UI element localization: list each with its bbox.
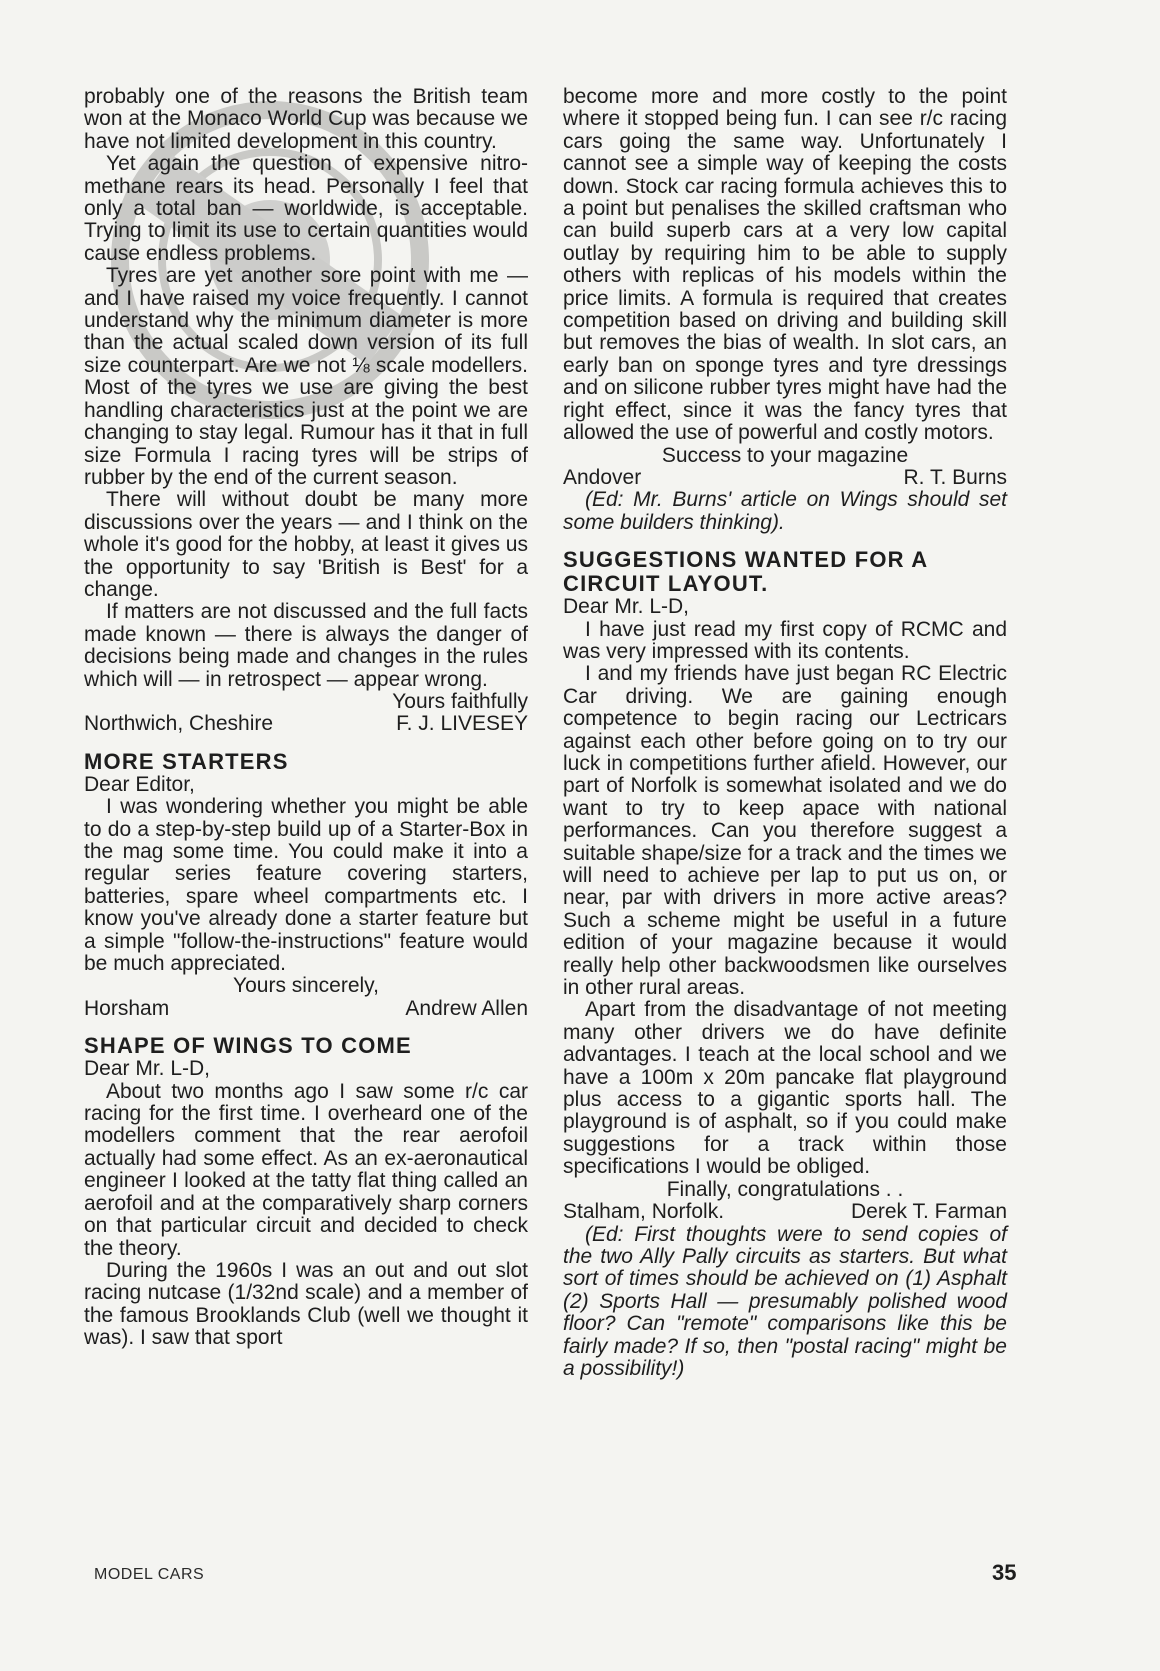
salutation: Dear Editor, — [84, 772, 195, 796]
signature-place: Horsham — [84, 996, 170, 1020]
paragraph: probably one of the reasons the British team won at the Monaco World Cup was because we have not limited development in this country. — [84, 85, 528, 153]
closing: Success to your magazine — [661, 443, 909, 467]
salutation: Dear Mr. L-D, — [563, 595, 690, 619]
section-heading-circuit: SUGGESTIONS WANTED FOR A CIRCUIT LAYOUT. — [563, 547, 928, 597]
signature-row — [84, 998, 528, 1020]
paragraph: If matters are not discussed and the full facts made known — there is always the danger of decisions being made and changes in the rules which will — in retrospect — appear wrong. — [84, 600, 528, 691]
signature-name: Derek T. Farman — [851, 1200, 1007, 1224]
signature-name: Andrew Allen — [405, 996, 528, 1020]
paragraph: I have just read my first copy of RCMC and was very impressed with its contents. — [563, 617, 1007, 663]
page-number: 35 — [992, 1560, 1017, 1585]
right-column — [563, 86, 1007, 1380]
signature-place: Northwich, Cheshire — [84, 712, 274, 736]
salutation: Dear Mr. L-D, — [84, 1057, 211, 1081]
paragraph: Apart from the disadvantage of not meeting many other drivers we do have definite advantages. I teach at the local school and we have a 100m x 20m pancake flat playground plus access to a gigantic sports hall. The playground is of asphalt, so if you could make suggestions for a track within those specifications I would be obliged. — [563, 998, 1007, 1179]
signature-name: R. T. Burns — [903, 465, 1007, 489]
paragraph: I and my friends have just began RC Electric Car driving. We are gaining enough competence to begin racing our Lectricars against each other before going on to try our luck in competitions further afield. However, our part of Norfolk is somewhat isolated and we do want to try to keep apace with national performances. Can you therefore suggest a suitable shape/size for a track and the times we will need to achieve per lap to put us on, or near, par with drivers in more active areas? Such a scheme might be useful in a future edition of your magazine because it would really help other backwoodsmen like ourselves in other rural areas. — [563, 662, 1007, 1000]
paragraph: During the 1960s I was an out and out slot racing nutcase (1/32nd scale) and a member of the famous Brooklands Club (well we thought it was). I saw that sport — [84, 1258, 528, 1350]
paragraph: There will without doubt be many more discussions over the years — and I think on the whole it's good for the hobby, at least it gives us the opportunity to say 'British is Best' for a change. — [84, 488, 528, 601]
footer-magazine-name: MODEL CARS — [94, 1566, 205, 1583]
signature-name: F. J. LIVESEY — [396, 712, 528, 736]
editor-note: (Ed: First thoughts were to send copies of the two Ally Pally circuits as starters. But what sort of times should be achieved on (1) Asphalt (2) Sports Hall — presumably polished wood floor? Can "remote" comparisons like this be fairly made? If so, then "postal racing" might be a possibility!) — [563, 1222, 1007, 1380]
signature-place: Stalham, Norfolk. — [563, 1200, 725, 1224]
left-column — [84, 86, 528, 1350]
signature-place: Andover — [563, 465, 642, 489]
paragraph: Yet again the question of expensive nitro-methane rears its head. Personally I feel that only a total ban — worldwide, is acceptable. Trying to limit its use to certain quantities would cause endless problems. — [84, 152, 528, 265]
paragraph: become more and more costly to the point where it stopped being fun. I can see r/c racing cars going the same way. Unfortunately I cannot see a simple way of keeping the costs down. Stock car racing formula achieves this to a point but penalises the skilled craftsman who can build superb cars at a very low capital outlay by requiring him to be able to supply others with replicas of his models within the price limits. A formula is required that creates competition based on driving and building skill but removes the bias of wealth. In slot cars, an early ban on sponge tyres and tyre dressings and on silicone rubber tyres might have had the right effect, since it was the fancy tyres that allowed the use of powerful and costly motors. — [563, 85, 1007, 445]
section-heading-more-starters: MORE STARTERS — [84, 748, 289, 774]
signature-row — [563, 467, 1007, 489]
signature-row — [563, 1201, 1007, 1223]
signature-row — [84, 713, 528, 735]
editor-note: (Ed: Mr. Burns' article on Wings should set some builders thinking). — [563, 488, 1007, 534]
closing: Yours faithfully — [392, 689, 528, 713]
closing: Finally, congratulations . . — [666, 1177, 904, 1201]
closing: Yours sincerely, — [233, 974, 379, 998]
section-heading-wings: SHAPE OF WINGS TO COME — [84, 1033, 412, 1059]
paragraph: Tyres are yet another sore point with me — and I have raised my voice frequently. I cannot understand why the minimum diameter is more than the actual scaled down version of its full size counterpart. Are we not ⅛ scale modellers. Most of the tyres we use are giving the best handling characteristics just at the point we are changing to stay legal. Rumour has it that in full size Formula I racing tyres will be strips of rubber by the end of the current season. — [84, 264, 528, 489]
paragraph: About two months ago I saw some r/c car racing for the first time. I overheard one of the modellers comment that the rear aerofoil actually had some effect. As an ex-aeronautical engineer I looked at the tatty flat thing called an aerofoil and at the comparatively sharp corners on that particular circuit and decided to check the theory. — [84, 1079, 528, 1260]
paragraph: I was wondering whether you might be able to do a step-by-step build up of a Starter-Box in the mag some time. You could make it into a regular series feature covering starters, batteries, spare wheel compartments etc. I know you've already done a starter feature but a simple "follow-the-instructions" feature would be much appreciated. — [84, 795, 528, 976]
